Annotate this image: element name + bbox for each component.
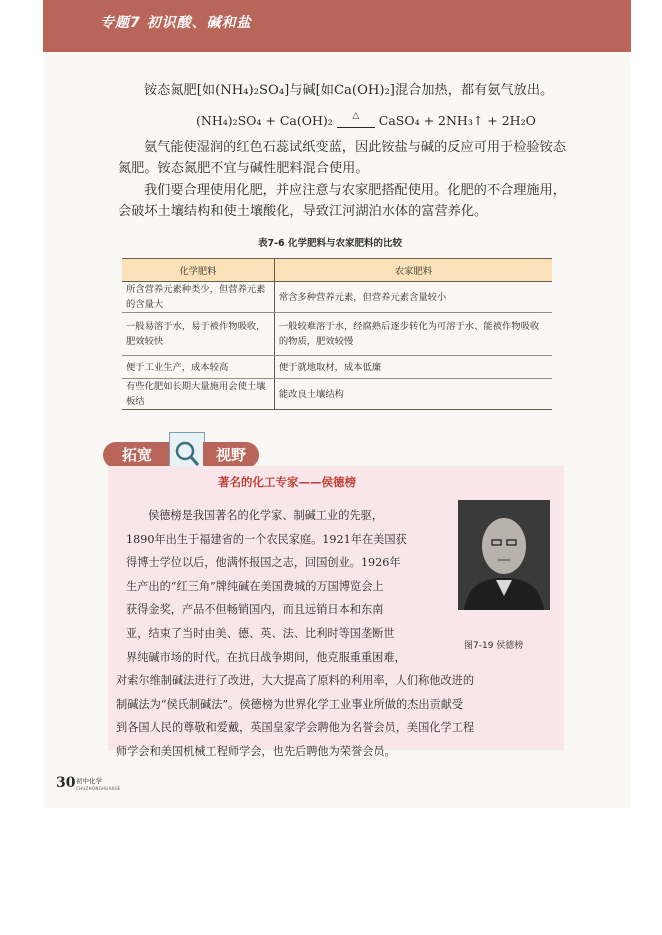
table-cell: 常含多种营养元素，但营养元素含量较小: [274, 282, 552, 313]
paragraph-ammonium-fertilizer: 铵态氮肥[如(NH₄)₂SO₄]与碱[如Ca(OH)₂]混合加热，都有氨气放出。: [144, 83, 554, 98]
portrait-photo: [458, 500, 550, 610]
box-line: 生产出的“红三角”牌纯碱在美国费城的万国博览会上: [126, 579, 384, 593]
footer-book-label: 初中化学: [76, 777, 102, 785]
footer-book-pinyin: CHUZHONGHUAXUE: [76, 786, 121, 791]
paragraph-fertilizer-usage: 我们要合理使用化肥，并应注意与农家肥搭配使用。化肥的不合理施用，会破坏土壤结构和使土壤酸化，导致江河湖泊水体的富营养化。: [118, 183, 566, 219]
table-cell: 能改良土壤结构: [274, 379, 552, 410]
chemical-equation: [196, 113, 536, 128]
table-caption: 表7-6 化学肥料与农家肥料的比较: [258, 238, 402, 249]
fertilizer-comparison-table: [122, 258, 552, 410]
table-cell: 便于工业生产，成本较高: [122, 356, 274, 379]
box-line: 界纯碱市场的时代。在抗日战争期间，他克服重重困难，: [126, 650, 406, 664]
table-header-row: [122, 259, 552, 282]
equation-reactants: (NH₄)₂SO₄ + Ca(OH)₂: [196, 113, 333, 128]
table-cell: 一般易溶于水，易于被作物吸收，肥效较快: [122, 313, 274, 356]
table-cell: 便于就地取材，成本低廉: [274, 356, 552, 379]
banner-label-right: 视野: [203, 442, 259, 468]
table-row: [122, 356, 552, 379]
table-header-chemical: 化学肥料: [122, 259, 274, 282]
box-title: 著名的化工专家——侯德榜: [218, 475, 356, 489]
table-cell: 一般较难溶于水，经腐熟后逐步转化为可溶于水、能被作物吸收的物质，肥效较慢: [274, 313, 552, 356]
box-line: 1890年出生于福建省的一个农民家庭。1921年在美国获: [126, 532, 407, 546]
page-number: 30: [56, 775, 76, 791]
box-line: 亚，结束了当时由美、德、英、法、比利时等国垄断世: [126, 626, 395, 640]
table-row: [122, 313, 552, 356]
reading-box: [108, 466, 564, 758]
table-cell: 所含营养元素种类少，但营养元素的含量大: [122, 282, 274, 313]
table-header-farm: 农家肥料: [274, 259, 552, 282]
table-cell: 有些化肥如长期大量施用会使土壤板结: [122, 379, 274, 410]
box-line: 制碱法为“侯氏制碱法”。侯德榜为世界化学工业事业所做的杰出贡献受: [116, 697, 464, 711]
box-line: 对索尔维制碱法进行了改进，大大提高了原料的利用率，人们称他改进的: [116, 674, 475, 688]
table-row: [122, 379, 552, 410]
equation-condition: △: [352, 111, 360, 121]
box-line: 获得金奖，产品不但畅销国内，而且远销日本和东南: [126, 603, 384, 617]
photo-caption: 图7-19 侯德榜: [464, 641, 524, 651]
box-line: 得博士学位以后，他满怀报国之志，回国创业。1926年: [126, 556, 401, 570]
box-line: 侯德榜是我国著名的化学家、制碱工业的先驱，: [148, 509, 383, 522]
box-line: 到各国人民的尊敬和爱戴，英国皇家学会聘他为名誉会员，美国化学工程: [116, 721, 475, 735]
equation-products: CaSO₄ + 2NH₃↑ + 2H₂O: [378, 113, 536, 128]
table-row: [122, 282, 552, 313]
box-line: 师学会和美国机械工程师学会，也先后聘他为荣誉会员。: [116, 744, 396, 758]
paragraph-ammonia-test: 氨气能使湿润的红色石蕊试纸变蓝，因此铵盐与碱的反应可用于检验铵态氮肥。铵态氮肥不宜与碱性肥料混合使用。: [118, 140, 566, 176]
chapter-title: 专题7 初识酸、碱和盐: [100, 15, 252, 31]
banner-label-left: 拓宽: [103, 442, 171, 468]
